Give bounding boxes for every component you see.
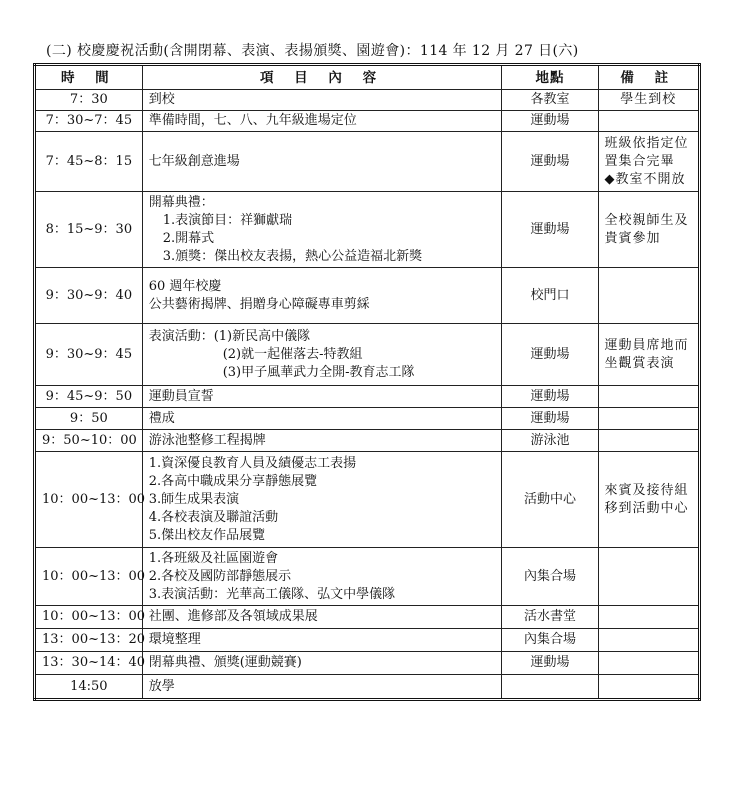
schedule-row <box>35 132 700 192</box>
cell-note <box>598 268 699 324</box>
cell-note <box>598 90 699 111</box>
cell-note <box>598 430 699 452</box>
schedule-row <box>35 652 700 675</box>
item-line: 運動員宣誓 <box>148 388 214 404</box>
cell-time: 9：30~9：40 <box>35 268 143 324</box>
item-line: 3.表演活動：光華高工儀隊、弘文中學儀隊 <box>148 586 396 602</box>
schedule-row <box>35 268 700 324</box>
schedule-row <box>35 408 700 430</box>
item-line: 社團、進修部及各領域成果展 <box>148 609 318 624</box>
schedule-row <box>35 606 700 629</box>
schedule-row <box>35 386 700 408</box>
cell-time: 9：50~10：00 <box>35 430 143 452</box>
item-line: (2)就一起催落去-特教組 <box>222 346 363 362</box>
note-line: 來賓及接待組 <box>604 482 689 498</box>
cell-location: 內集合場 <box>502 548 598 606</box>
note-line: 貴賓參加 <box>604 230 661 246</box>
item-line: 2.開幕式 <box>162 230 215 246</box>
item-line: 60 週年校慶 <box>148 278 222 294</box>
cell-time: 8：15~9：30 <box>35 192 143 268</box>
item-line: 2.各校及國防部靜態展示 <box>148 568 292 584</box>
item-line: 1.資深優良教育人員及績優志工表揚 <box>148 455 357 471</box>
item-line: 七年級創意進場 <box>148 153 240 169</box>
item-line: 放學 <box>148 678 175 694</box>
item-line: 2.各高中職成果分享靜態展覽 <box>148 473 318 489</box>
cell-note <box>598 548 699 606</box>
schedule-row <box>35 629 700 652</box>
cell-note <box>598 629 699 652</box>
cell-time: 9：50 <box>35 408 143 430</box>
cell-location: 游泳池 <box>502 430 598 452</box>
cell-item <box>142 548 502 606</box>
schedule-table <box>33 63 701 701</box>
item-line: 閉幕典禮、頒獎(運動競賽) <box>148 655 302 670</box>
cell-location <box>502 675 598 700</box>
item-line: 游泳池整修工程揭牌 <box>148 432 266 448</box>
page-title: (二) 校慶慶祝活動(含開閉幕、表演、表揚頒獎、園遊會)：114 年 12 月 27 日(六) <box>46 43 579 59</box>
cell-note <box>598 111 699 132</box>
cell-time: 13：30~14：40 <box>35 652 143 675</box>
cell-location: 各教室 <box>502 90 598 111</box>
cell-item <box>142 268 502 324</box>
note-line: 學生到校 <box>620 92 677 107</box>
item-line: 禮成 <box>148 410 175 426</box>
schedule-row <box>35 675 700 700</box>
schedule-row <box>35 430 700 452</box>
cell-note <box>598 652 699 675</box>
cell-note <box>598 675 699 700</box>
note-line: ◆教室不開放 <box>604 171 686 187</box>
cell-time: 10：00~13：00 <box>35 452 143 548</box>
cell-item <box>142 111 502 132</box>
note-line: 全校親師生及 <box>604 212 689 228</box>
cell-item <box>142 408 502 430</box>
item-line: 3.頒獎：傑出校友表揚，熱心公益造福北新獎 <box>162 248 423 264</box>
cell-note <box>598 192 699 268</box>
cell-time: 10：00~13：00 <box>35 606 143 629</box>
cell-location: 內集合場 <box>502 629 598 652</box>
cell-time: 7：30 <box>35 90 143 111</box>
cell-note <box>598 452 699 548</box>
cell-item <box>142 652 502 675</box>
schedule-row <box>35 452 700 548</box>
item-line: 5.傑出校友作品展覽 <box>148 527 266 543</box>
item-line: 準備時間，七、八、九年級進場定位 <box>148 113 357 128</box>
schedule-body <box>35 90 700 700</box>
header-location: 地點 <box>502 65 598 90</box>
cell-note <box>598 132 699 192</box>
cell-time: 7：30~7：45 <box>35 111 143 132</box>
item-line: 4.各校表演及聯誼活動 <box>148 509 279 525</box>
cell-time: 9：30~9：45 <box>35 324 143 386</box>
cell-item <box>142 629 502 652</box>
cell-time: 13：00~13：20 <box>35 629 143 652</box>
cell-location: 運動場 <box>502 324 598 386</box>
item-line: 3.師生成果表演 <box>148 491 240 507</box>
schedule-row <box>35 90 700 111</box>
item-line: 到校 <box>148 92 175 107</box>
cell-location: 活動中心 <box>502 452 598 548</box>
item-line: 環境整理 <box>148 632 201 647</box>
header-note: 備 註 <box>598 65 699 90</box>
item-line: 開幕典禮： <box>148 194 214 210</box>
cell-location: 運動場 <box>502 386 598 408</box>
item-line: 公共藝術揭牌、捐贈身心障礙專車剪綵 <box>148 296 370 312</box>
item-line: (3)甲子風華武力全開-教育志工隊 <box>222 364 415 380</box>
note-line: 移到活動中心 <box>604 500 689 516</box>
cell-note <box>598 606 699 629</box>
cell-location: 校門口 <box>502 268 598 324</box>
note-line: 班級依指定位 <box>604 135 689 151</box>
cell-item <box>142 324 502 386</box>
cell-time: 7：45~8：15 <box>35 132 143 192</box>
cell-note <box>598 408 699 430</box>
table-header-row <box>35 65 700 90</box>
cell-item <box>142 452 502 548</box>
cell-item <box>142 132 502 192</box>
item-line: 1.各班級及社區園遊會 <box>148 550 279 566</box>
cell-item <box>142 192 502 268</box>
cell-note <box>598 324 699 386</box>
schedule-row <box>35 192 700 268</box>
cell-item <box>142 430 502 452</box>
cell-item <box>142 675 502 700</box>
cell-location: 活水書堂 <box>502 606 598 629</box>
note-line: 運動員席地而 <box>604 337 689 353</box>
note-line: 坐觀賞表演 <box>604 355 675 371</box>
cell-note <box>598 386 699 408</box>
header-item: 項 目 內 容 <box>142 65 502 90</box>
cell-item <box>142 90 502 111</box>
header-time: 時 間 <box>35 65 143 90</box>
schedule-row <box>35 548 700 606</box>
cell-time: 14:50 <box>35 675 143 700</box>
schedule-row <box>35 324 700 386</box>
cell-item <box>142 386 502 408</box>
cell-location: 運動場 <box>502 111 598 132</box>
cell-item <box>142 606 502 629</box>
cell-time: 9：45~9：50 <box>35 386 143 408</box>
item-line: 1.表演節目：祥獅獻瑞 <box>162 212 293 228</box>
cell-time: 10：00~13：00 <box>35 548 143 606</box>
cell-location: 運動場 <box>502 652 598 675</box>
cell-location: 運動場 <box>502 132 598 192</box>
note-line: 置集合完畢 <box>604 153 675 169</box>
schedule-row <box>35 111 700 132</box>
cell-location: 運動場 <box>502 408 598 430</box>
item-line: 表演活動：(1)新民高中儀隊 <box>148 328 311 344</box>
cell-location: 運動場 <box>502 192 598 268</box>
